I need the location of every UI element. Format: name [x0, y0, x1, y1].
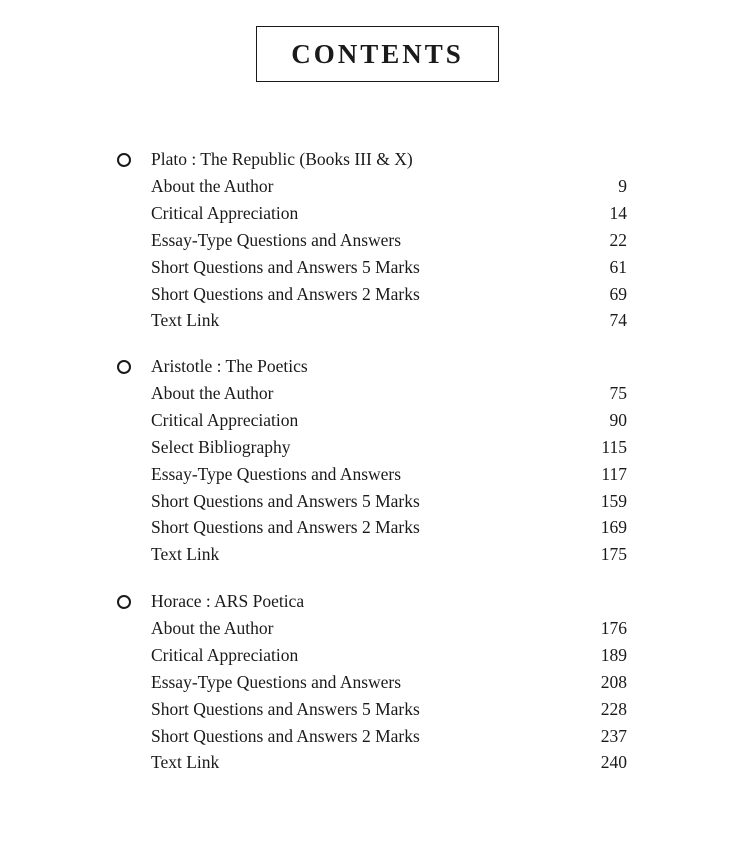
page-title: CONTENTS	[291, 38, 464, 69]
toc-entry-label: Short Questions and Answers 5 Marks	[151, 256, 420, 277]
circle-bullet-icon	[117, 153, 131, 167]
toc-section-title: Plato : The Republic (Books III & X)	[151, 149, 413, 169]
toc-entry-label: Text Link	[151, 752, 220, 773]
toc-entry-label: Short Questions and Answers 5 Marks	[151, 698, 420, 719]
toc-entry-label: Short Questions and Answers 2 Marks	[151, 517, 420, 538]
toc-entry-label: About the Author	[151, 617, 274, 638]
toc-section-heading	[0, 149, 751, 176]
toc-entry[interactable]	[0, 491, 751, 513]
toc-section-title: Horace : ARS Poetica	[151, 591, 305, 611]
toc-entry[interactable]	[0, 618, 751, 640]
toc-entry-page-number: 240	[600, 752, 627, 773]
toc-section-title: Aristotle : The Poetics	[151, 356, 308, 376]
toc-entry-page-number: 175	[600, 544, 627, 565]
toc-entry-page-number: 176	[600, 617, 627, 638]
toc-entry-page-number: 74	[609, 310, 627, 331]
circle-bullet-icon	[117, 360, 131, 374]
toc-entry-label: Short Questions and Answers 2 Marks	[151, 283, 420, 304]
toc-entry[interactable]	[0, 203, 751, 225]
toc-entry-label: Critical Appreciation	[151, 409, 299, 430]
toc-entry[interactable]	[0, 284, 751, 306]
toc-section-heading	[0, 356, 751, 383]
toc-entry-page-number: 228	[600, 698, 627, 719]
toc-entry-page-number: 237	[600, 725, 627, 746]
toc-entry[interactable]	[0, 230, 751, 252]
toc-entry[interactable]	[0, 464, 751, 486]
toc-entry[interactable]	[0, 645, 751, 667]
toc-section-heading	[0, 591, 751, 618]
toc-entry[interactable]	[0, 517, 751, 539]
toc-entry-label: Short Questions and Answers 5 Marks	[151, 490, 420, 511]
toc-entry-page-number: 208	[600, 671, 627, 692]
toc-entry-label: Select Bibliography	[151, 436, 291, 457]
toc-entry-page-number: 189	[600, 644, 627, 665]
toc-entry[interactable]	[0, 672, 751, 694]
toc-entry-label: Text Link	[151, 544, 220, 565]
toc-entry-label: Text Link	[151, 310, 220, 331]
toc-entry[interactable]	[0, 544, 751, 566]
toc-entry[interactable]	[0, 176, 751, 198]
toc-entry[interactable]	[0, 752, 751, 774]
toc-entry-label: Essay-Type Questions and Answers	[151, 229, 402, 250]
toc-entry-page-number: 75	[609, 382, 627, 403]
toc-entry[interactable]	[0, 310, 751, 332]
toc-entry-label: Short Questions and Answers 2 Marks	[151, 725, 420, 746]
circle-bullet-icon	[117, 595, 131, 609]
toc-entry-label: About the Author	[151, 382, 274, 403]
toc-entry-label: Critical Appreciation	[151, 644, 299, 665]
toc-entry-page-number: 9	[618, 175, 627, 196]
toc-entry-label: Essay-Type Questions and Answers	[151, 671, 402, 692]
toc-entry[interactable]	[0, 383, 751, 405]
toc-entry-label: About the Author	[151, 175, 274, 196]
toc-entry-page-number: 159	[600, 490, 627, 511]
toc-entry-page-number: 90	[609, 409, 627, 430]
toc-entry[interactable]	[0, 410, 751, 432]
toc-entry-page-number: 14	[609, 202, 627, 223]
toc-entry-page-number: 61	[609, 256, 627, 277]
contents-title-box	[256, 26, 499, 82]
toc-entry-page-number: 22	[609, 229, 627, 250]
toc-entry-page-number: 117	[601, 463, 627, 484]
toc-entry[interactable]	[0, 726, 751, 748]
toc-entry-page-number: 69	[609, 283, 627, 304]
toc-entry-label: Critical Appreciation	[151, 202, 299, 223]
toc-entry[interactable]	[0, 257, 751, 279]
toc-entry-label: Essay-Type Questions and Answers	[151, 463, 402, 484]
toc-entry[interactable]	[0, 699, 751, 721]
toc-entry[interactable]	[0, 437, 751, 459]
toc-entry-page-number: 169	[600, 517, 627, 538]
toc-entry-page-number: 115	[601, 436, 627, 457]
